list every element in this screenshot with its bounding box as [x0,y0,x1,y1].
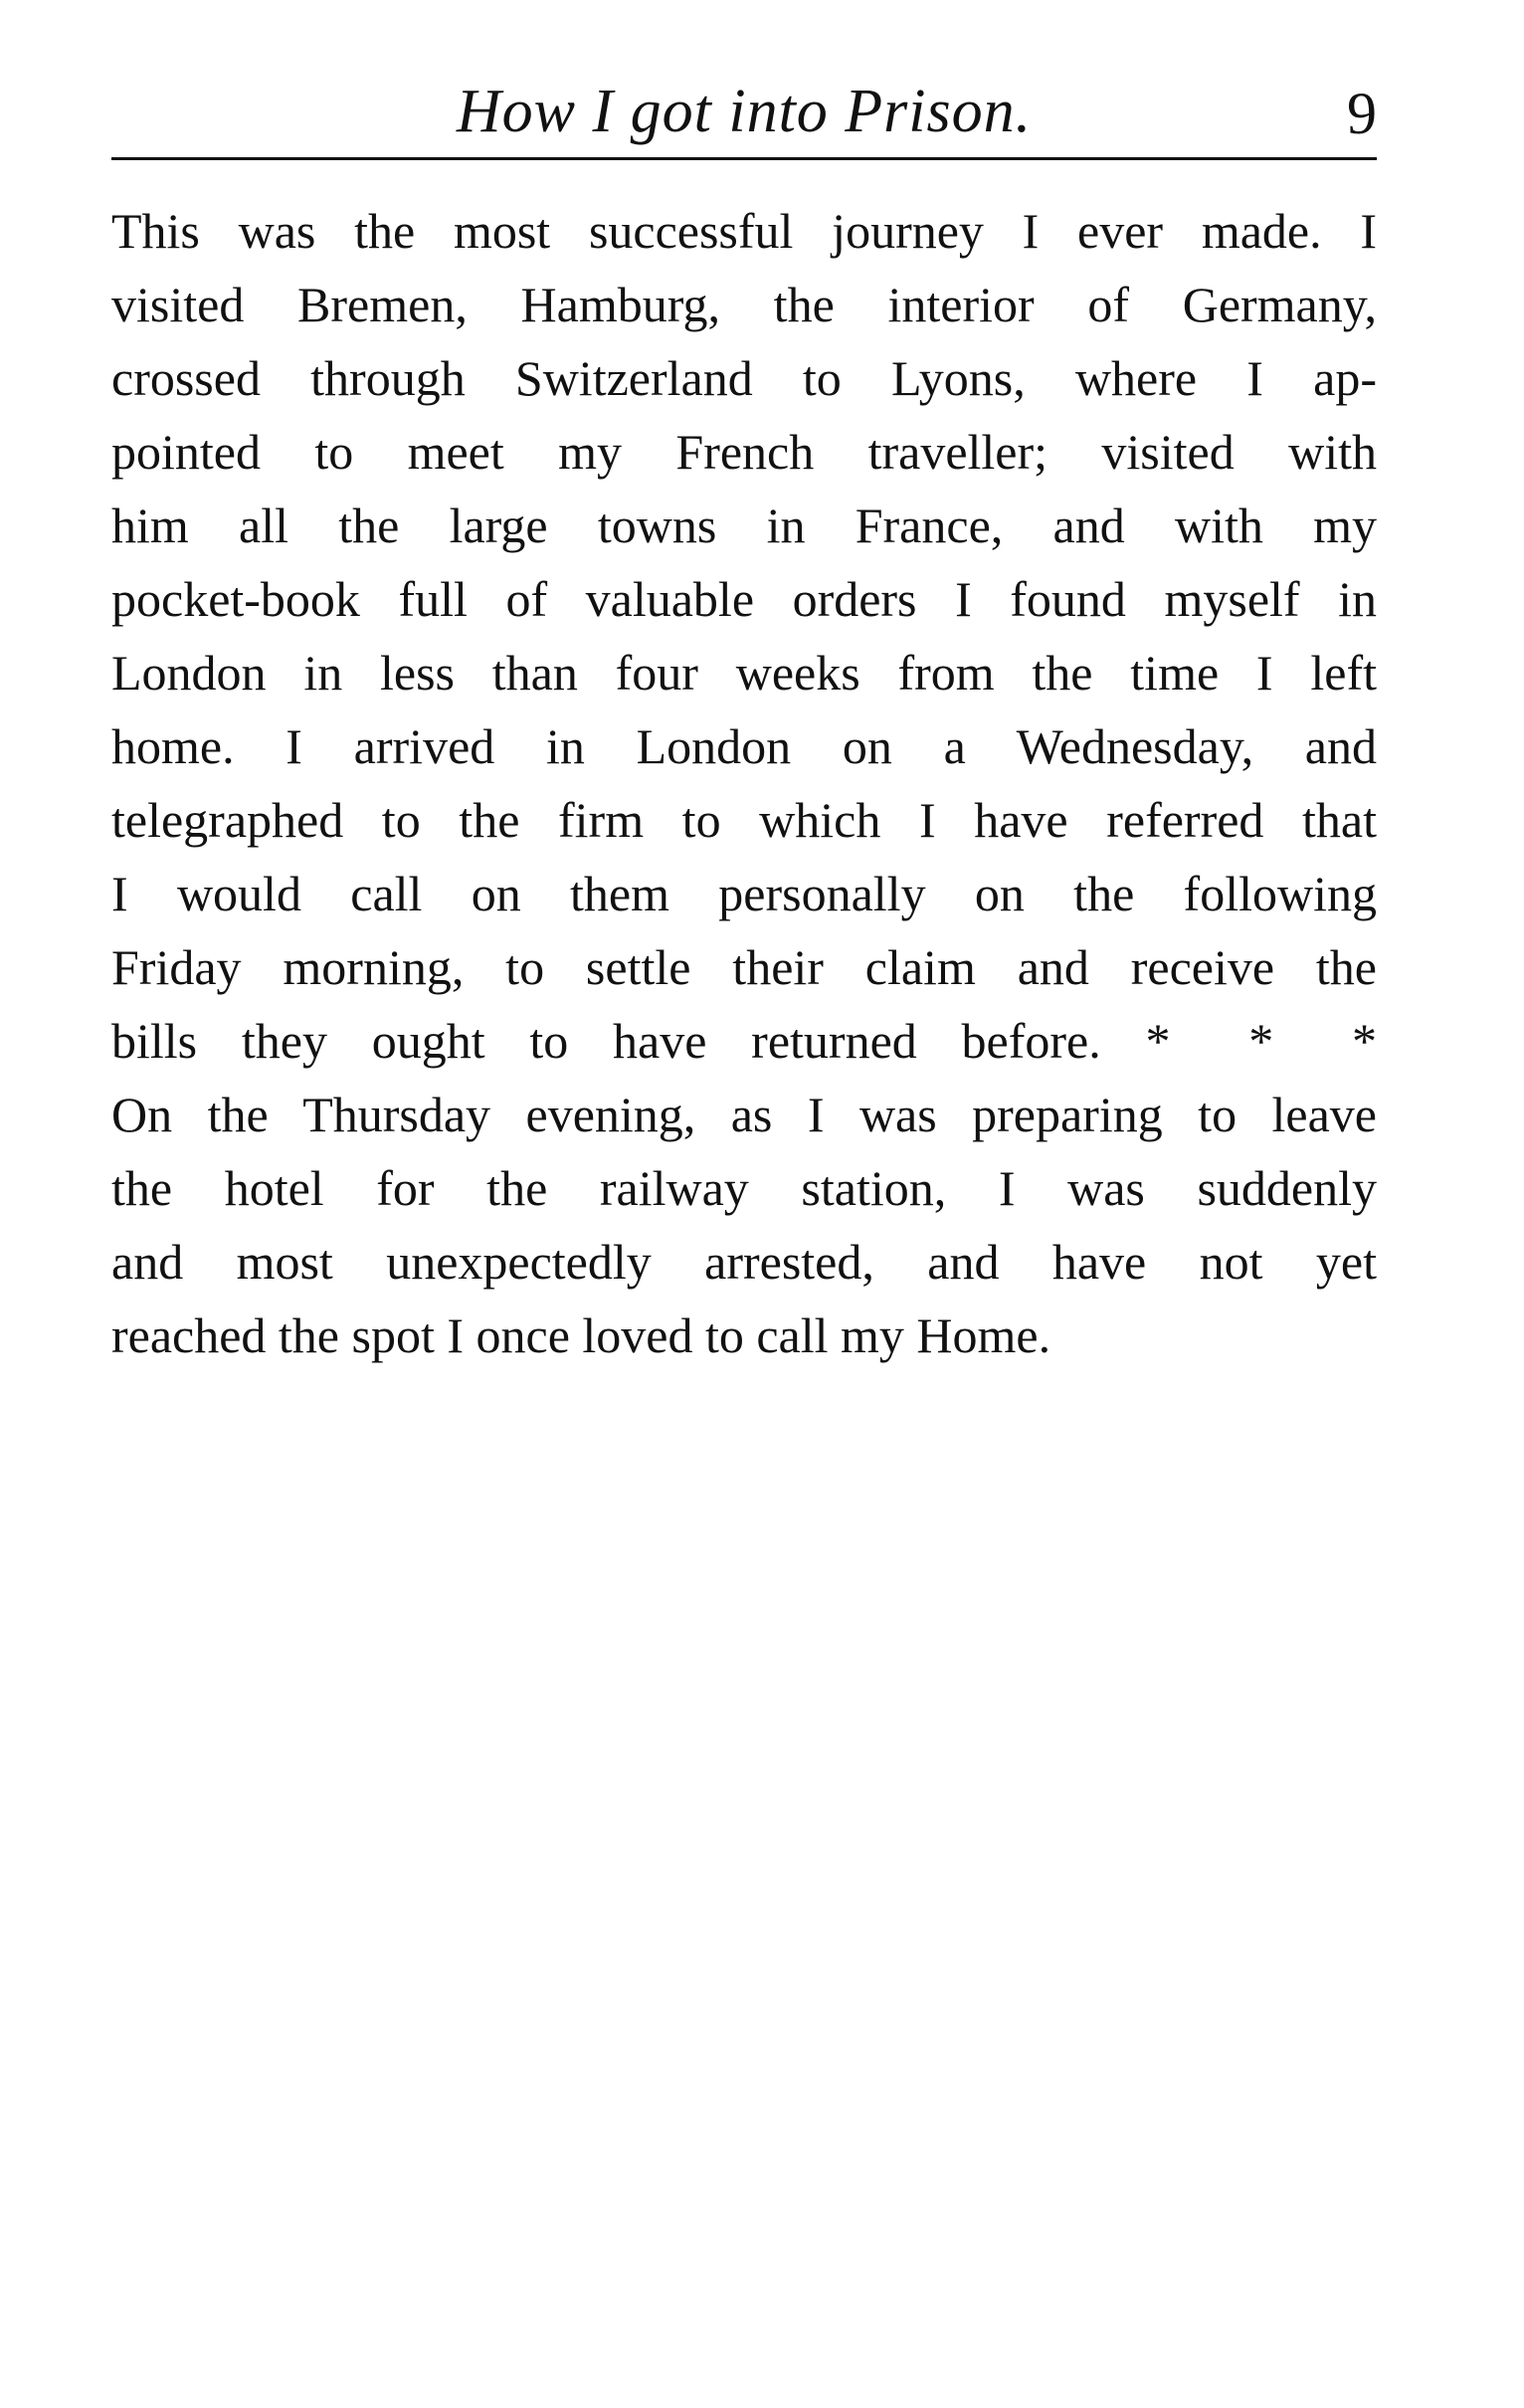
text-segment: bills they ought to have returned before. [111,1013,1101,1069]
asterisms: * * * [1145,1013,1377,1069]
text-line: crossed through Switzerland to Lyons, where I ap- [111,350,1377,406]
text-line: This was the most successful journey I ever made. I [111,203,1377,259]
running-title: How I got into Prison. [456,78,1033,145]
text-line: reached the spot I once loved to call my Home. [111,1307,1051,1363]
text-line: pocket-book full of valuable orders I found myself in [111,571,1377,627]
text-line: pointed to meet my French traveller; visited with [111,424,1377,480]
text-line: home. I arrived in London on a Wednesday, and [111,718,1377,774]
body-text [111,194,1377,1372]
text-line: On the Thursday evening, as I was preparing to leave [111,1087,1377,1142]
text-line-with-asterisms [111,1004,1377,1078]
text-line: Friday morning, to settle their claim and receive the [111,939,1377,995]
header-rule [111,157,1377,160]
page-number: 9 [1347,81,1377,146]
text-line: him all the large towns in France, and with my [111,498,1377,553]
text-line: the hotel for the railway station, I was suddenly [111,1160,1377,1216]
text-line: telegraphed to the firm to which I have referred that [111,792,1377,848]
text-line: visited Bremen, Hamburg, the interior of Germany, [111,277,1377,332]
text-line: London in less than four weeks from the time I left [111,645,1377,701]
text-line: and most unexpectedly arrested, and have not yet [111,1234,1377,1290]
running-head [111,64,1377,163]
text-line: I would call on them personally on the following [111,866,1377,921]
